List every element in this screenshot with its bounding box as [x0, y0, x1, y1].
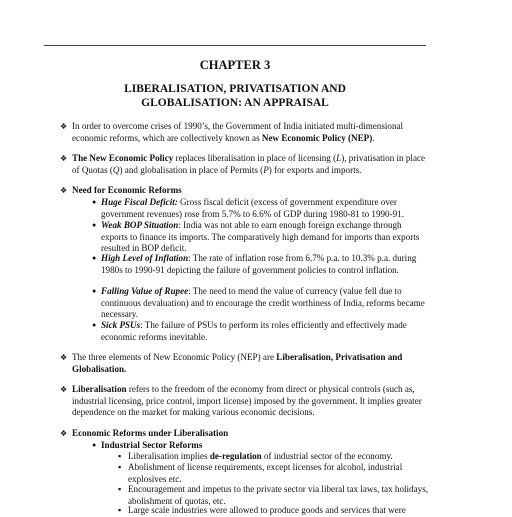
dot-bullet-icon: ● — [92, 321, 97, 329]
paragraph-three-elements: The three elements of New Economic Policy (NEP) are Liberalisation, Privatisation and Globalisation. — [72, 352, 403, 374]
reform-item: Huge Fiscal Deficit: Gross fiscal deficit (excess of government expenditure over government revenues) rose from 5.7% to 6.6% of GDP during 1980-81 to 1990-91. — [101, 197, 404, 219]
diamond-bullet-icon: ❖ — [60, 353, 68, 362]
section-heading-need: Need for Economic Reforms — [72, 185, 182, 195]
reform-item: Falling Value of Rupee: The need to mend the value of currency (value fell due to continuous devaluation) and to encourage the credit worthiness of India, reforms became necessary. — [101, 286, 425, 319]
industrial-item: Large scale industries were allowed to produce goods and services that were — [128, 505, 406, 515]
industrial-item: Abolishment of license requirements, except licenses for alcohol, industrial explosives etc. — [128, 462, 403, 484]
paragraph-liberalisation: Liberalisation refers to the freedom of the economy from direct or physical controls (such as, industrial licensing, price control, import license) imposed by the government. It implies greater dependence on the market for making various economic decisions. — [72, 384, 422, 417]
dot-bullet-icon: ● — [92, 198, 97, 206]
diamond-bullet-icon: ❖ — [60, 385, 68, 394]
dot-bullet-icon: ● — [92, 254, 97, 262]
chapter-title — [0, 83, 470, 110]
industrial-item: Liberalisation implies de-regulation of industrial sector of the economy. — [128, 451, 393, 461]
industrial-item: Encouragement and impetus to the private sector via liberal tax laws, tax holidays, abolishment of quotas, etc. — [128, 484, 429, 506]
paragraph-intro: In order to overcome crises of 1990’s, the Government of India initiated multi-dimensional economic reforms, which are collectively known as New Economic Policy (NEP). — [72, 121, 404, 143]
reform-item: Weak BOP Situation: India was not able to earn enough foreign exchange through exports to finance its imports. The comparatively high demand for imports than exports resulted in BOP deficit. — [101, 220, 420, 253]
square-bullet-icon: ▪ — [118, 505, 122, 515]
dot-bullet-icon: ● — [92, 441, 97, 449]
diamond-bullet-icon: ❖ — [60, 186, 68, 195]
square-bullet-icon: ▪ — [118, 462, 122, 472]
section-heading-reforms: Economic Reforms under Liberalisation — [72, 428, 229, 438]
title-line-1: LIBERALISATION, PRIVATISATION AND — [124, 83, 346, 95]
diamond-bullet-icon: ❖ — [60, 122, 68, 131]
header-rule — [44, 45, 426, 46]
title-line-2: GLOBALISATION: AN APPRAISAL — [141, 96, 329, 109]
diamond-bullet-icon: ❖ — [60, 154, 68, 163]
diamond-bullet-icon: ❖ — [60, 429, 68, 438]
subheading-industrial: Industrial Sector Reforms — [101, 440, 203, 450]
chapter-heading: CHAPTER 3 — [199, 58, 271, 72]
square-bullet-icon: ▪ — [118, 451, 122, 461]
reform-item: High Level of Inflation: The rate of inflation rose from 6.7% p.a. to 10.3% p.a. during 1980s to 1990-91 depicting the failure of government policies to control inflation. — [101, 253, 417, 275]
dot-bullet-icon: ● — [92, 287, 97, 295]
dot-bullet-icon: ● — [92, 221, 97, 229]
reform-item: Sick PSUs: The failure of PSUs to perform its roles efficiently and effectively made economic reforms inevitable. — [101, 320, 407, 342]
paragraph-nep: The New Economic Policy replaces liberalisation in place of licensing (L), privatisation in place of Quotas (Q) and globalisation in place of Permits (P) for exports and imports. — [72, 153, 426, 175]
square-bullet-icon: ▪ — [118, 484, 122, 494]
